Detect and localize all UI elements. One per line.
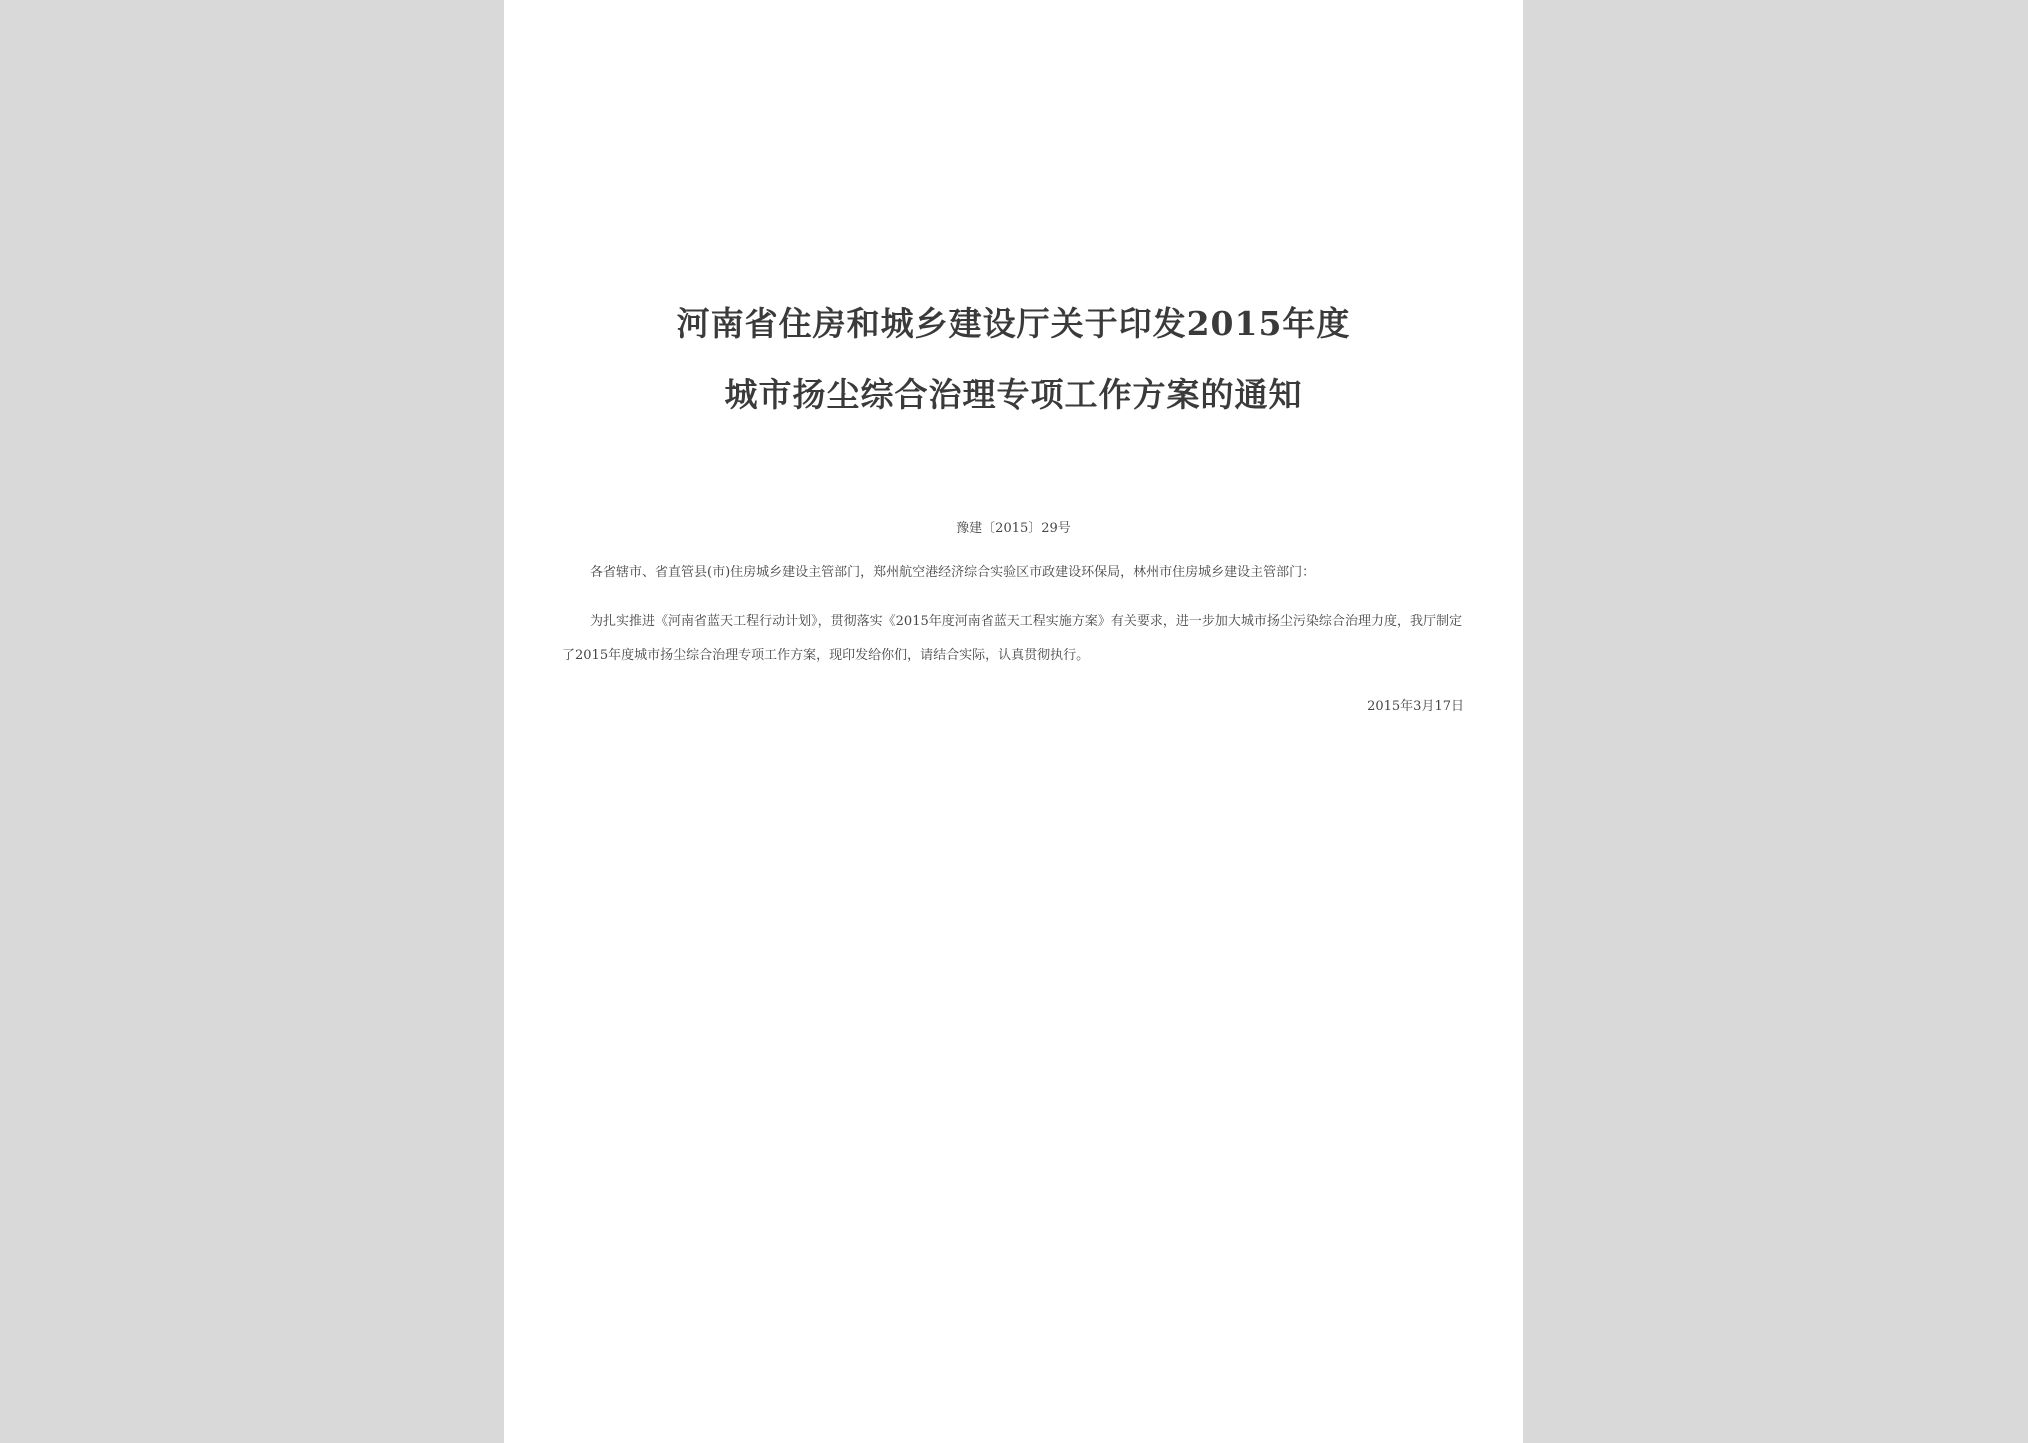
title-line-2: 城市扬尘综合治理专项工作方案的通知 <box>724 375 1303 414</box>
document-page <box>504 0 1523 1443</box>
body-paragraph: 为扎实推进《河南省蓝天工程行动计划》，贯彻落实《2015年度河南省蓝天工程实施方案》有关要求，进一步加大城市扬尘污染综合治理力度，我厅制定了2015年度城市扬尘综合治理专项工作方案，现印发给你们，请结合实际，认真贯彻执行。 <box>562 614 1462 663</box>
document-number: 豫建〔2015〕29号 <box>956 521 1071 536</box>
title-line-1: 河南省住房和城乡建设厅关于印发2015年度 <box>676 304 1351 343</box>
issue-date: 2015年3月17日 <box>1367 699 1464 714</box>
addressee: 各省辖市、省直管县(市)住房城乡建设主管部门，郑州航空港经济综合实验区市政建设环保局，林州市住房城乡建设主管部门： <box>590 565 1316 580</box>
